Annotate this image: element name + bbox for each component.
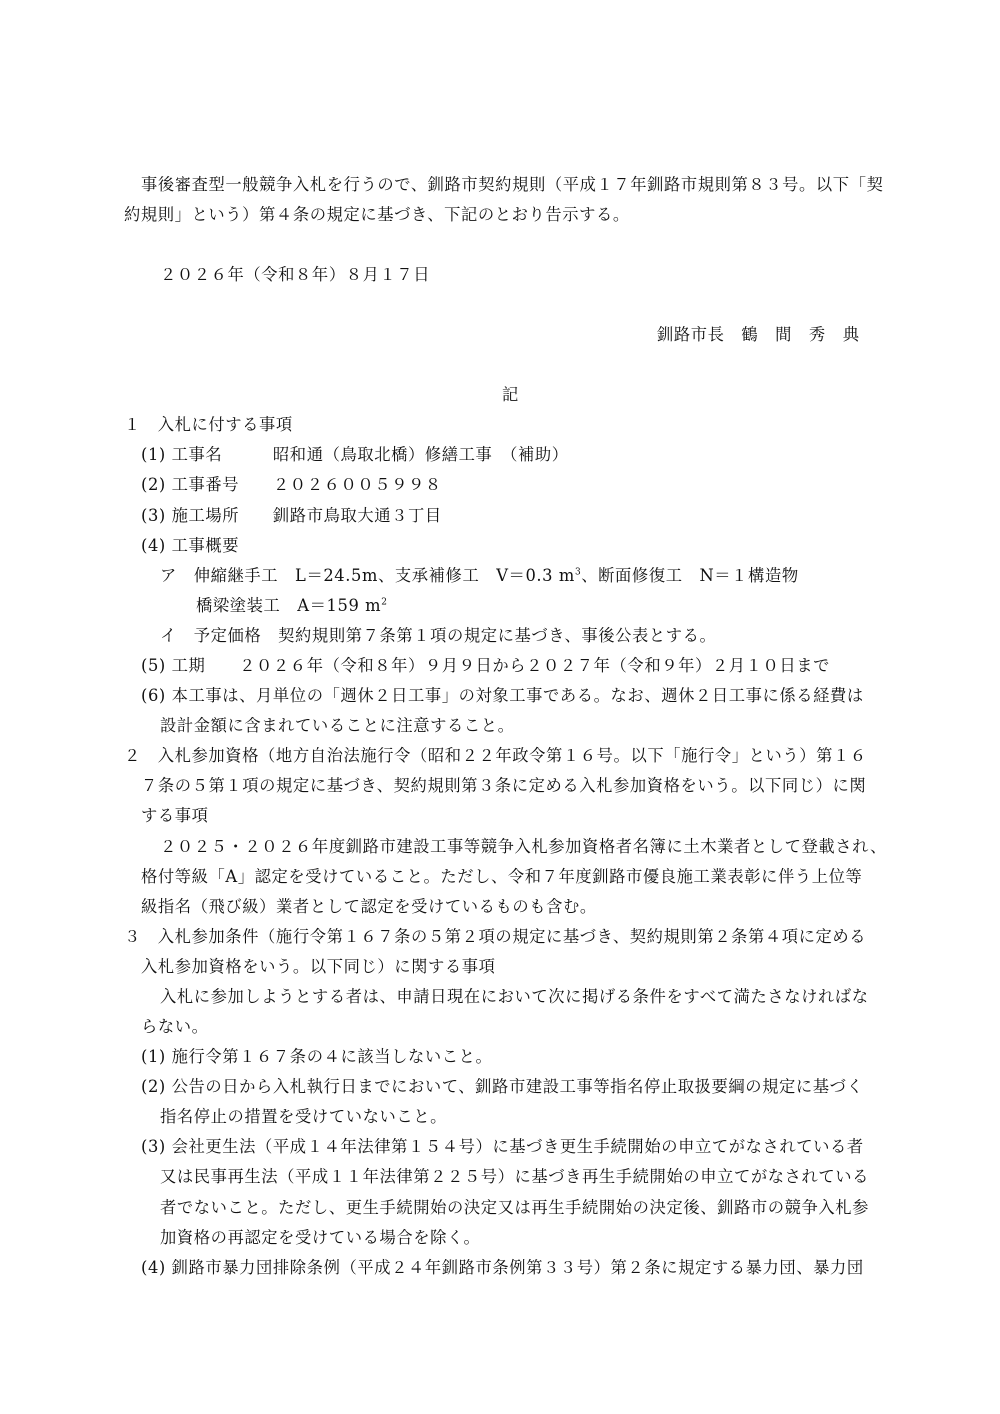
section-1-heading: １ 入札に付する事項 (124, 415, 293, 434)
notice-date: ２０２６年（令和８年）８月１７日 (160, 265, 431, 284)
section-3-item-3-line-2: 又は民事再生法（平成１１年法律第２２５号）に基づき再生手続開始の申立てがなされている (160, 1167, 870, 1186)
section-1-item-2: (2) 工事番号 ２０２６００５９９８ (141, 475, 442, 494)
mayor-signature: 釧路市長 鶴 間 秀 典 (657, 325, 860, 344)
section-1-item-6-line-2: 設計金額に含まれていることに注意すること。 (160, 716, 515, 735)
intro-line-2: 約規則」という）第４条の規定に基づき、下記のとおり告示する。 (124, 205, 630, 224)
section-2-body-2: 格付等級「A」認定を受けていること。ただし、令和７年度釧路市優良施工業表彰に伴う上位等 (141, 867, 863, 886)
section-1-item-1: (1) 工事名 昭和通（鳥取北橋）修繕工事 （補助） (141, 445, 569, 464)
section-3-item-3-line-4: 加資格の再認定を受けている場合を除く。 (160, 1228, 481, 1247)
section-2-line-1: ２ 入札参加資格（地方自治法施行令（昭和２２年政令第１６号。以下「施行令」という）第１６ (124, 746, 867, 765)
section-3-item-2-line-2: 指名停止の措置を受けていないこと。 (160, 1107, 447, 1126)
section-2-line-2: ７条の５第１項の規定に基づき、契約規則第３条に定める入札参加資格をいう。以下同じ）に関 (141, 776, 867, 795)
section-3-item-3-line-3: 者でないこと。ただし、更生手続開始の決定又は再生手続開始の決定後、釧路市の競争入札参 (160, 1198, 870, 1217)
section-2-body-1: ２０２５・２０２６年度釧路市建設工事等競争入札参加資格者名簿に土木業者として登載され、 (160, 837, 887, 856)
section-1-item-4-i: イ 予定価格 契約規則第７条第１項の規定に基づき、事後公表とする。 (160, 626, 717, 645)
section-1-item-5: (5) 工期 ２０２６年（令和８年）９月９日から２０２７年（令和９年）２月１０日まで (141, 656, 831, 675)
section-3-item-3-line-1: (3) 会社更生法（平成１４年法律第１５４号）に基づき更生手続開始の申立てがなされている者 (141, 1137, 864, 1156)
section-3-item-4-line-1: (4) 釧路市暴力団排除条例（平成２４年釧路市条例第３３号）第２条に規定する暴力団、暴力団 (141, 1258, 864, 1277)
section-1-item-4-a-line-2: 橋梁塗装工 A＝159 $m^2$ (196, 596, 388, 615)
section-3-line-2: 入札参加資格をいう。以下同じ）に関する事項 (141, 957, 496, 976)
intro-line-1: 事後審査型一般競争入札を行うので、釧路市契約規則（平成１７年釧路市規則第８３号。以下「契 (141, 175, 884, 194)
section-1-item-3: (3) 施工場所 釧路市鳥取大通３丁目 (141, 506, 442, 525)
section-3-body-1: 入札に参加しようとする者は、申請日現在において次に掲げる条件をすべて満たさなければな (160, 987, 869, 1006)
section-3-item-1: (1) 施行令第１６７条の４に該当しないこと。 (141, 1047, 493, 1066)
section-3-body-2: らない。 (141, 1017, 209, 1036)
section-1-item-4-a-line-1: ア 伸縮継手工 L＝24.5m、支承補修工 V＝0.3 $m^3$、断面修復工 N＝１構造物 (160, 566, 799, 585)
section-1-item-6-line-1: (6) 本工事は、月単位の「週休２日工事」の対象工事である。なお、週休２日工事に係る経費は (141, 686, 864, 705)
section-2-line-3: する事項 (141, 806, 209, 825)
section-3-line-1: ３ 入札参加条件（施行令第１６７条の５第２項の規定に基づき、契約規則第２条第４項に定める (124, 927, 867, 946)
section-3-item-2-line-1: (2) 公告の日から入札執行日までにおいて、釧路市建設工事等指名停止取扱要綱の規定に基づく (141, 1077, 864, 1096)
section-2-body-3: 級指名（飛び級）業者として認定を受けているものも含む。 (141, 897, 597, 916)
ki-heading: 記 (502, 385, 519, 404)
section-1-item-4: (4) 工事概要 (141, 536, 240, 555)
